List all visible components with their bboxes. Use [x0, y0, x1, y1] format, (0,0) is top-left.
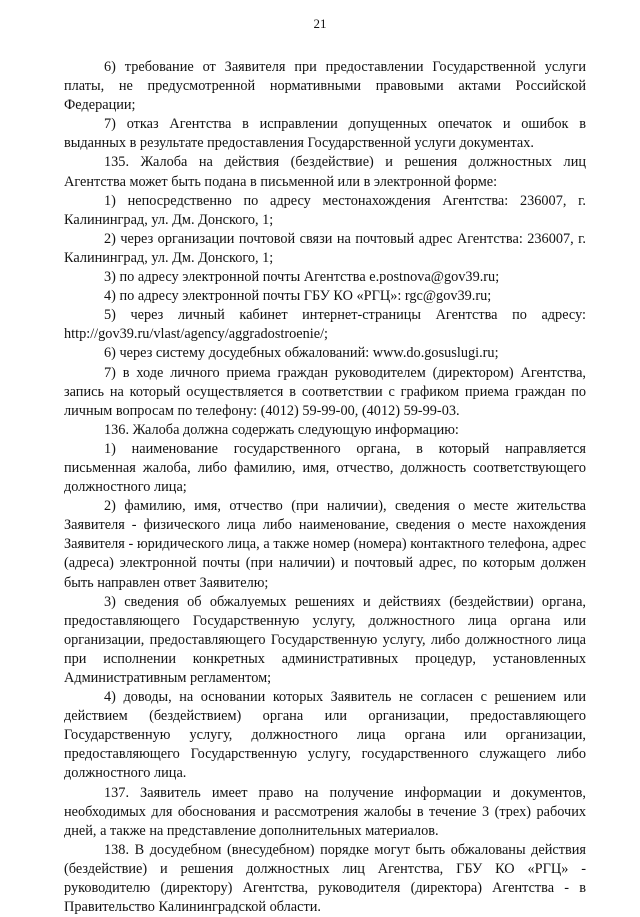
list-item-personal-reception: 7) в ходе личного приема граждан руководителем (директором) Агентства, запись на который осуществляется в соответствии с графиком приема граждан по личным вопросам по телефону: (4012) 59-99-00, (4012) 59-99-03. — [64, 364, 586, 419]
list-item-personal-cabinet: 5) через личный кабинет интернет-страницы Агентства по адресу: http://gov39.ru/vlast/agency/aggradostroenie/; — [64, 307, 586, 343]
list-item-postal-address: 2) через организации почтовой связи на почтовый адрес Агентства: 236007, г. Калининград, ул. Дм. Донского, 1; — [64, 230, 586, 266]
list-item-applicant-details: 2) фамилию, имя, отчество (при наличии), сведения о месте жительства Заявителя - физического лица либо наименование, сведения о месте нахождения Заявителя - юридического лица, а также номер (номера) контактного телефона, адрес (адреса) электронной почты (при наличии) и почтовый адрес, по которым должен быть направлен ответ Заявителю; — [64, 498, 586, 591]
list-item-rgc-email: 4) по адресу электронной почты ГБУ КО «РГЦ»: rgc@gov39.ru; — [104, 288, 492, 305]
list-item-address-in-person: 1) непосредственно по адресу местонахождения Агентства: 236007, г. Калининград, ул. Дм. Донского, 1; — [64, 192, 586, 228]
list-item-appealed-decisions: 3) сведения об обжалуемых решениях и действиях (бездействии) органа, предоставляющего Государственную услугу, должностного лица органа или организации, предоставляющего Государственную услугу, либо должностного лица при исполнении конкретных административных процедур, установленных Административным регламентом; — [64, 593, 586, 686]
list-item-authority-name: 1) наименование государственного органа, в который направляется письменная жалоба, либо фамилию, имя, отчество, должность соответствующего должностного лица; — [64, 440, 586, 496]
paragraph-135-complaint-submission: 135. Жалоба на действия (бездействие) и решения должностных лиц Агентства может быть подана в письменной или в электронной форме: — [64, 154, 586, 190]
paragraph-138-pretrial-appeal: 138. В досудебном (внесудебном) порядке могут быть обжалованы действия (бездействие) и решения должностных лиц Агентства, ГБУ КО «РГЦ» - руководителю (директору) Агентства, руководителя (директора) Агентства - в Правительство Калининградской области. — [64, 841, 586, 916]
list-item-agency-email: 3) по адресу электронной почты Агентства e.postnova@gov39.ru; — [104, 269, 500, 286]
page-number: 21 — [313, 16, 327, 31]
paragraph-136-complaint-content: 136. Жалоба должна содержать следующую информацию: — [104, 421, 459, 438]
paragraph-137-right-to-information: 137. Заявитель имеет право на получение информации и документов, необходимых для обоснования и рассмотрения жалобы в течение 3 (трех) рабочих дней, а также на представление дополнительных материалов. — [64, 784, 586, 839]
paragraph-7-refusal-to-correct: 7) отказ Агентства в исправлении допущенных опечаток и ошибок в выданных в результате предоставления Государственной услуги документах. — [64, 116, 586, 152]
list-item-arguments: 4) доводы, на основании которых Заявитель не согласен с решением или действием (бездействием) органа или организации, предоставляющего Государственную услугу, должностного лица органа или организации, предоставляющего Государственную услугу, государственного служащего либо должностного лица. — [64, 689, 586, 782]
paragraph-6-fee-requirement: 6) требование от Заявителя при предоставлении Государственной услуги платы, не предусмотренной нормативными правовыми актами Российской Федерации; — [64, 59, 586, 114]
document-body — [64, 58, 586, 917]
list-item-pretrial-system: 6) через систему досудебных обжалований: www.do.gosuslugi.ru; — [104, 345, 499, 362]
